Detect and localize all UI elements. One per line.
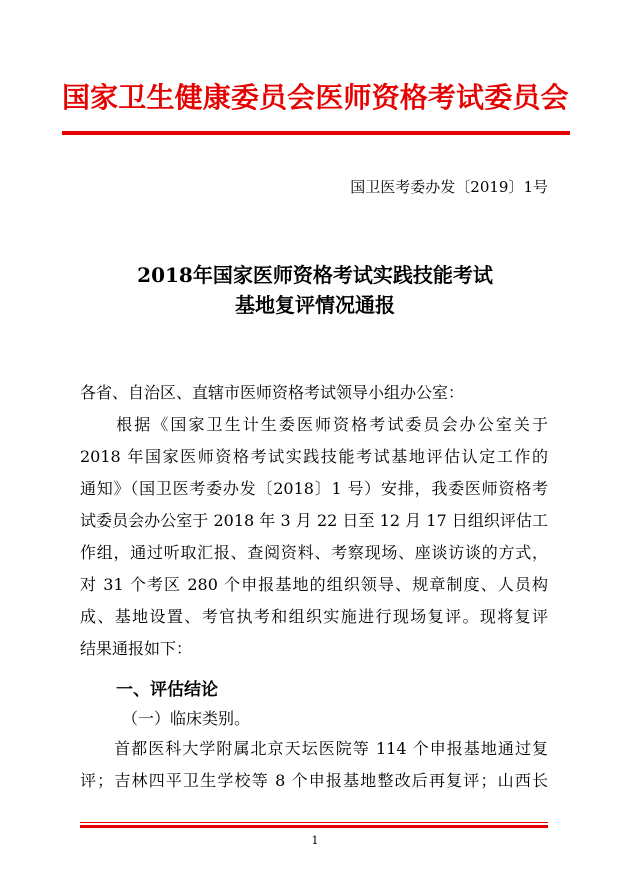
body-line: 试委员会办公室于 2018 年 3 月 22 日至 12 月 17 日组织评估工 [80, 511, 548, 530]
document-number: 国卫医考委办发〔2019〕1号 [350, 178, 548, 196]
body-line: 通知》（国卫医考委办发〔2018〕1 号）安排，我委医师资格考 [80, 479, 548, 498]
body-line: 2018 年国家医师资格考试实践技能考试基地评估认定工作的 [80, 447, 548, 466]
body-line: 首都医科大学附属北京天坛医院等 114 个申报基地通过复 [80, 739, 548, 758]
footer-thick-divider [80, 825, 548, 828]
subsection-heading: （一）临床类别。 [122, 709, 251, 728]
body-line: 作组，通过听取汇报、查阅资料、考察现场、座谈访谈的方式， [80, 543, 548, 562]
page-number: 1 [311, 834, 319, 847]
body-line: 成、基地设置、考官执考和组织实施进行现场复评。现将复评 [80, 607, 548, 626]
document-title-line-2: 基地复评情况通报 [235, 293, 395, 317]
document-title-line-1: 2018年国家医师资格考试实践技能考试 [137, 263, 493, 287]
section-heading: 一、评估结论 [116, 680, 218, 700]
salutation: 各省、自治区、直辖市医师资格考试领导小组办公室： [80, 383, 465, 402]
footer-thin-divider [80, 822, 548, 823]
body-line: 对 31 个考区 280 个申报基地的组织领导、规章制度、人员构 [80, 575, 548, 594]
body-line: 评；吉林四平卫生学校等 8 个申报基地整改后再复评；山西长 [80, 771, 548, 790]
header-red-divider [62, 131, 570, 135]
issuing-organization-header: 国家卫生健康委员会医师资格考试委员会 [62, 81, 568, 114]
body-line: 结果通报如下： [80, 639, 193, 658]
body-line: 根据《国家卫生计生委医师资格考试委员会办公室关于 [80, 415, 548, 434]
